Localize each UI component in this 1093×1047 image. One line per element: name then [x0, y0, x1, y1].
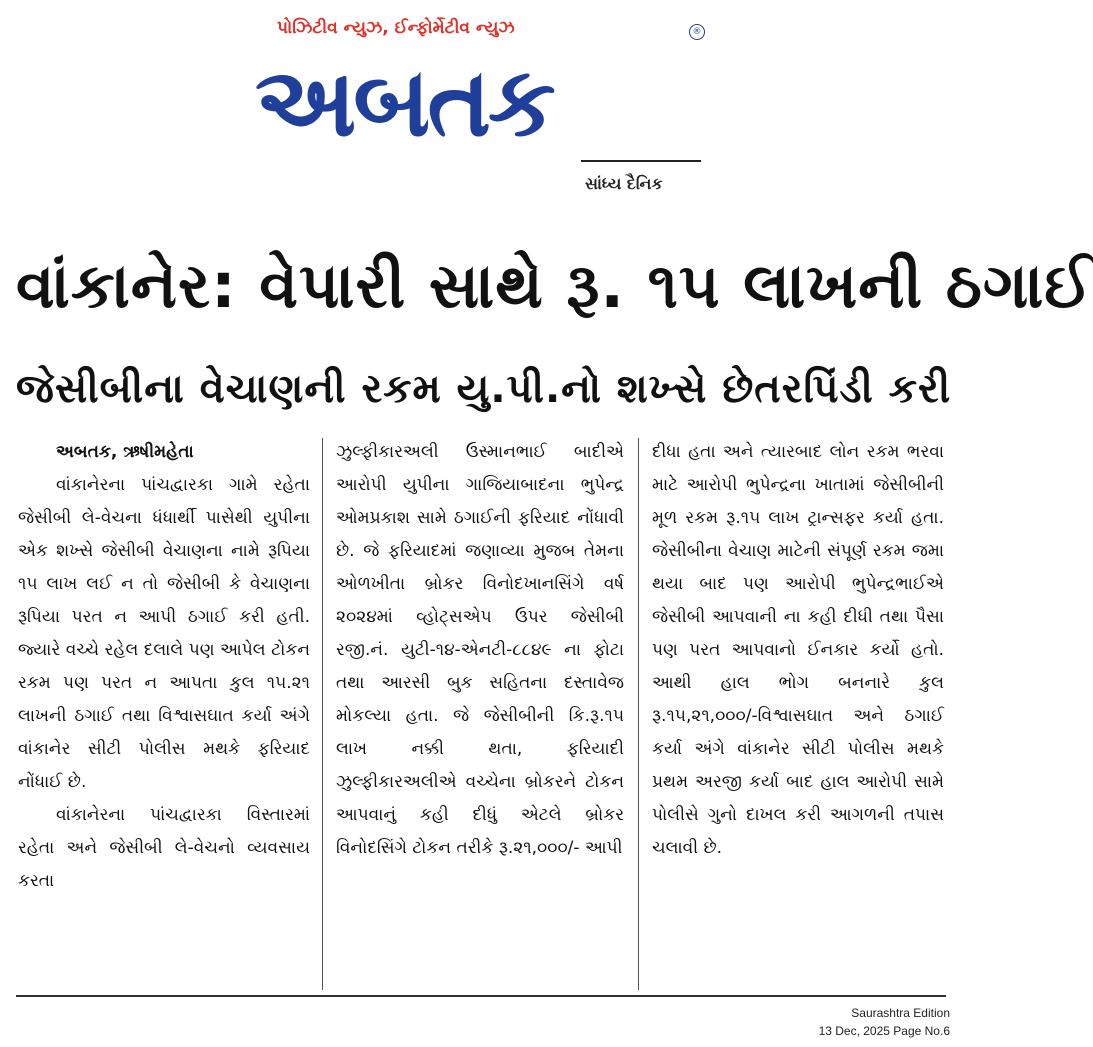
subheadline: જેસીબીના વેચાણની રકમ યુ.પી.નો શખ્સે છેતરપિંડી કરી [16, 366, 952, 412]
registered-mark: ® [689, 24, 705, 40]
edition-type-label [585, 174, 663, 194]
masthead [255, 14, 715, 204]
article-paragraph: વાંકાનેરના પાંચદ્વારકા વિસ્તારમાં રહેતા અને જેસીબી લે-વેચનો વ્યવસાય કરતા [18, 805, 310, 891]
article-column-3 [652, 436, 944, 992]
edition-name: Saurashtra Edition [851, 1006, 950, 1020]
article-paragraph: દીધા હતા અને ત્યારબાદ લોન રકમ ભરવા માટે આરોપી ભુપેન્દ્રના ખાતામાં જેસીબીની મૂળ રકમ રૂ.૧૫ લાખ ટ્રાન્સફર કર્યા હતા. જેસીબીના વેચાણ માટેની સંપૂર્ણ રકમ જમા થયા બાદ પણ આરોપી ભુપેન્દ્રભાઈએ જેસીબી આપવાની ના કહી દીધી તથા પૈસા પણ પરત આપવાનો ઈનકાર કર્યો હતો. આથી હાલ ભોગ બનનારે કુલ રૂ.૧૫,૨૧,૦૦૦/-વિશ્વાસઘાત અને ઠગાઈ કર્યા અંગે વાંકાનેર સીટી પોલીસ મથકે પ્રથમ અરજી કર્યા બાદ હાલ આરોપી સામે પોલીસે ગુનો દાખલ કરી આગળની તપાસ ચલાવી છે. [652, 442, 944, 858]
newspaper-logo: અબતક [255, 46, 553, 158]
edition-type-text: સાંધ્ય દૈનિક [585, 174, 663, 193]
article-column-1 [18, 436, 310, 992]
article-paragraph: ઝુલ્ફીકારઅલી ઉસ્માનભાઈ બાદીએ આરોપી યુપીના ગાજિયાબાદના ભુપેન્દ્ર ઓમપ્રકાશ સામે ઠગાઈની ફરિયાદ નોંધાવી છે. જે ફરિયાદમાં જણાવ્યા મુજબ તેમના ઓળખીતા બ્રોકર વિનોદખાનસિંગે વર્ષ ૨૦૨૪માં વ્હોટ્સએપ ઉપર જેસીબી રજી.નં. યુટી-૧૪-એનટી-૮૮૪૯ ના ફોટા તથા આરસી બુક સહિતના દસ્તાવેજ મોકલ્યા હતા. જે જેસીબીની કિ.રૂ.૧૫ લાખ નક્કી થતા, ફરિયાદી ઝુલ્ફીકારઅલીએ વચ્ચેના બ્રોકરને ટોકન આપવાનું કહી દીધું એટલે બ્રોકર વિનોદસિંગે ટોકન તરીકે રૂ.૨૧,૦૦૦/- આપી [336, 442, 624, 858]
edition-info [819, 1004, 950, 1040]
article-byline: અબતક, ઋષીમહેતા [56, 442, 194, 462]
column-divider [322, 438, 323, 990]
footer-rule [16, 995, 946, 997]
headline: વાંકાનેર: વેપારી સાથે રૂ. ૧૫ લાખની ઠગાઈ [16, 249, 1093, 322]
column-divider [638, 438, 639, 990]
edition-type-rule [581, 160, 701, 162]
tagline: પોઝિટીવ ન્યુઝ, ઈન્ફોર્મેટીવ ન્યુઝ [277, 18, 515, 38]
article-paragraph: વાંકાનેરના પાંચદ્વારકા ગામે રહેતા જેસીબી લે-વેચના ધંધાર્થી પાસેથી યુપીના એક શખ્સે જેસીબી વેચાણના નામે રૂપિયા ૧૫ લાખ લઈ ન તો જેસીબી કે વેચાણના રૂપિયા પરત ન આપી ઠગાઈ કરી હતી. જ્યારે વચ્ચે રહેલ દલાલે પણ આપેલ ટોકન રકમ પણ પરત ન આપતા કુલ ૧૫.૨૧ લાખની ઠગાઈ તથા વિશ્વાસઘાત કર્યા અંગે વાંકાનેર સીટી પોલીસ મથકે ફરિયાદ નોંધાઈ છે. [18, 475, 310, 792]
edition-date-page: 13 Dec, 2025 Page No.6 [818, 1024, 950, 1038]
article-column-2 [336, 436, 624, 992]
